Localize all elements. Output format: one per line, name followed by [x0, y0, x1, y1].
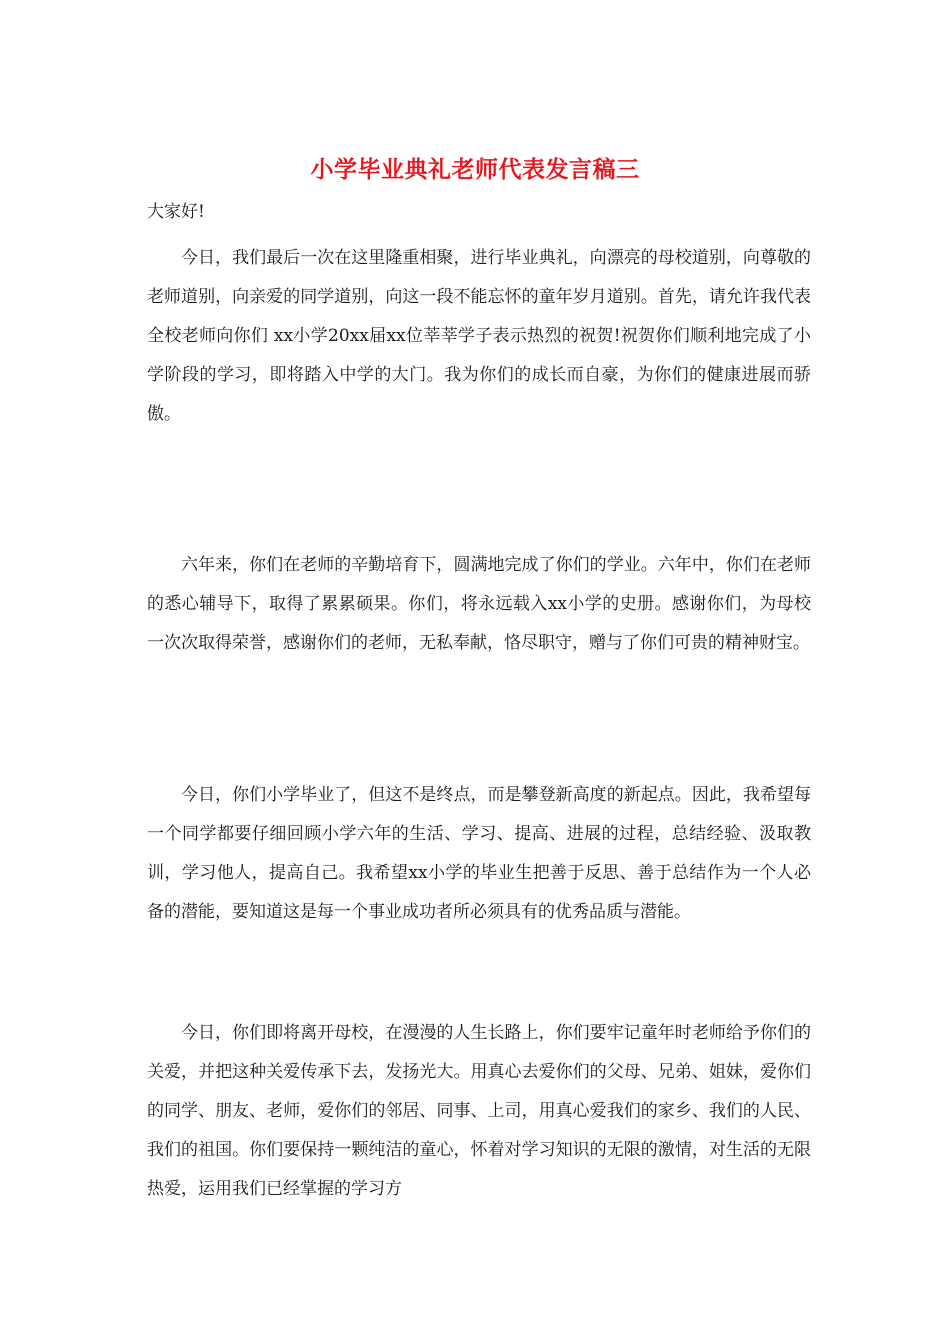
paragraph-1: 今日，我们最后一次在这里隆重相聚，进行毕业典礼，向漂亮的母校道别，向尊敬的老师道别，向亲爱的同学道别，向这一段不能忘怀的童年岁月道别。首先，请允许我代表全校老师向你们 xx小学20xx届xx位莘莘学子表示热烈的祝贺!祝贺你们顺利地完成了小学阶段的学习，即将踏入中学的大门。我为你们的成长而自豪，为你们的健康进展而骄傲。	[147, 248, 811, 424]
document-title: 小学毕业典礼老师代表发言稿三	[310, 156, 640, 183]
greeting-text: 大家好!	[147, 202, 205, 222]
paragraph-4: 今日，你们即将离开母校，在漫漫的人生长路上，你们要牢记童年时老师给予你们的关爱，并把这种关爱传承下去，发扬光大。用真心去爱你们的父母、兄弟、姐妹，爱你们的同学、朋友、老师，爱你们的邻居、同事、上司，用真心爱我们的家乡、我们的人民、我们的祖国。你们要保持一颗纯洁的童心，怀着对学习知识的无限的激情，对生活的无限热爱，运用我们已经掌握的学习方	[147, 1023, 811, 1199]
paragraph-3: 今日，你们小学毕业了，但这不是终点，而是攀登新高度的新起点。因此，我希望每一个同学都要仔细回顾小学六年的生活、学习、提高、进展的过程，总结经验、汲取教训，学习他人，提高自己。我希望xx小学的毕业生把善于反思、善于总结作为一个人必备的潜能，要知道这是每一个事业成功者所必须具有的优秀品质与潜能。	[147, 785, 811, 922]
paragraph-2: 六年来，你们在老师的辛勤培育下，圆满地完成了你们的学业。六年中，你们在老师的悉心辅导下，取得了累累硕果。你们，将永远载入xx小学的史册。感谢你们，为母校一次次取得荣誉，感谢你们的老师，无私奉献，恪尽职守，赠与了你们可贵的精神财宝。	[147, 555, 811, 653]
